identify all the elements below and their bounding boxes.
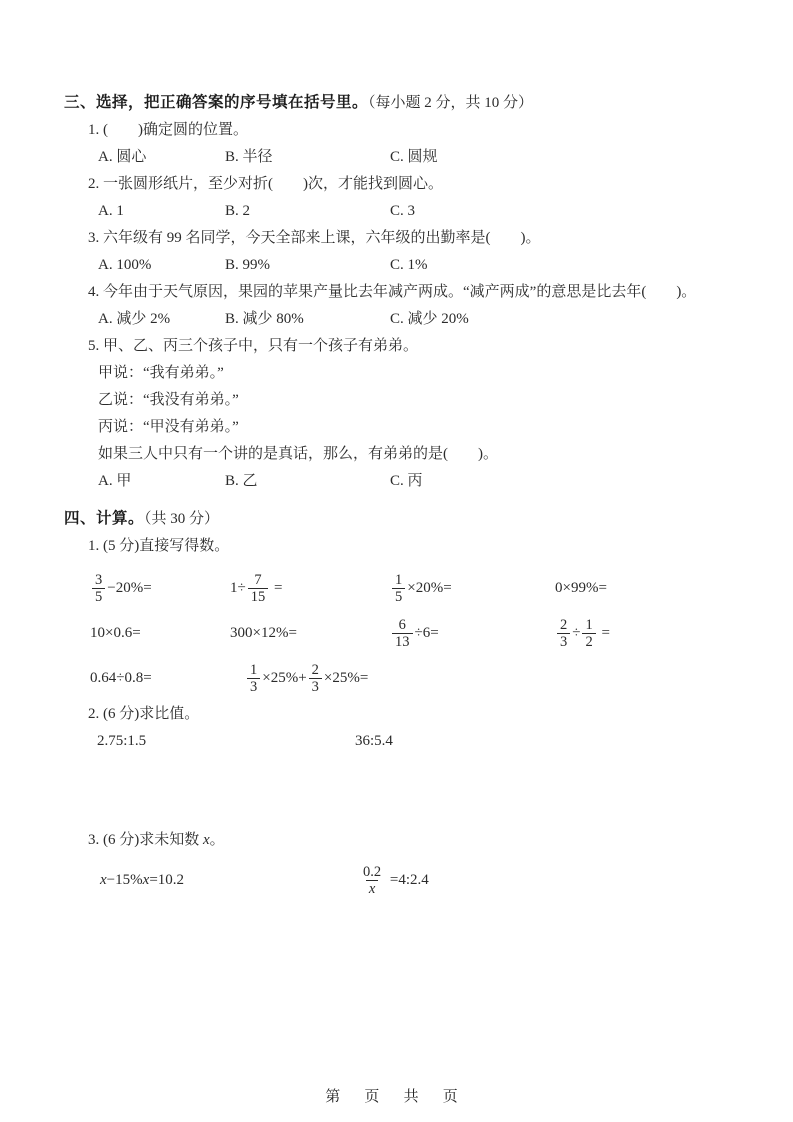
- option-c: C. 圆规: [390, 149, 438, 165]
- option-b: B. 乙: [225, 473, 258, 489]
- question-4-options: [98, 306, 767, 333]
- option-a: A. 甲: [98, 473, 132, 489]
- equation-left: x −15% x =10.2: [100, 872, 185, 888]
- question-3-text: 3. 六年级有 99 名同学，今天全部来上课，六年级的出勤率是( )。: [88, 230, 541, 246]
- section-choice-heading: 三、选择，把正确答案的序号填在括号里。: [64, 94, 369, 111]
- question-1-options: [98, 144, 767, 171]
- option-a: A. 圆心: [98, 149, 147, 165]
- option-a: A. 100%: [98, 257, 152, 273]
- section-calc-heading: 四、计算。: [64, 510, 145, 527]
- ratio-problem-left: 2.75:1.5: [97, 733, 147, 749]
- question-5-options: [98, 468, 767, 495]
- page-number-footer: 第 页 共 页: [325, 1088, 468, 1105]
- option-b: B. 2: [225, 203, 251, 219]
- calc-sub1-title: 1. (5 分)直接写得数。: [88, 538, 230, 554]
- option-a: A. 减少 2%: [98, 311, 171, 327]
- equation-right: $\frac{0.2}{x}$ =4:2.4: [363, 863, 429, 897]
- option-a: A. 1: [98, 203, 124, 219]
- question-5-statement-bing: 丙说：“甲没有弟弟。”: [98, 419, 239, 435]
- math-expression: 300×12%=: [230, 625, 297, 641]
- question-1-text: 1. ( )确定圆的位置。: [88, 122, 248, 138]
- question-2-options: [98, 198, 767, 225]
- solve-unknown-problems: [100, 858, 767, 903]
- option-b: B. 半径: [225, 149, 273, 165]
- question-3-options: [98, 252, 767, 279]
- calc-sub2-title: 2. (6 分)求比值。: [88, 706, 200, 722]
- option-c: C. 减少 20%: [390, 311, 469, 327]
- option-c: C. 3: [390, 203, 416, 219]
- ratio-problems: [97, 728, 767, 755]
- ratio-problem-right: 36:5.4: [355, 733, 393, 749]
- math-expression: $\frac{1}{3}$ ×25%+ $\frac{2}{3}$ ×25%=: [230, 656, 555, 701]
- calc-sub3-title: 3. (6 分)求未知数 x。: [88, 832, 225, 848]
- option-b: B. 减少 80%: [225, 311, 304, 327]
- math-expression: $\frac{3}{5}$ −20%=: [90, 566, 230, 611]
- section-choice-title: [64, 89, 767, 117]
- question-2-text: 2. 一张圆形纸片，至少对折( )次，才能找到圆心。: [88, 176, 443, 192]
- math-expression: 10×0.6=: [90, 625, 141, 641]
- question-5-statement-jia: 甲说：“我有弟弟。”: [98, 365, 224, 381]
- option-c: C. 1%: [390, 257, 428, 273]
- option-b: B. 99%: [225, 257, 270, 273]
- question-4-text: 4. 今年由于天气原因，果园的苹果产量比去年减产两成。“减产两成”的意思是比去年( )。: [88, 284, 697, 300]
- math-expression: $\frac{2}{3}$ ÷ $\frac{1}{2}$ =: [555, 611, 767, 656]
- section-calc-score-note: （共 30 分）: [144, 511, 220, 527]
- math-expression: $\frac{1}{5}$ ×20%=: [390, 566, 555, 611]
- section-calc-title: [64, 505, 767, 533]
- question-5-conclusion: 如果三人中只有一个讲的是真话，那么，有弟弟的是( )。: [98, 446, 498, 462]
- math-expression: 1÷ $\frac{7}{15}$ =: [230, 571, 283, 605]
- math-expression: 0.64÷0.8=: [90, 670, 152, 686]
- question-5-text: 5. 甲、乙、丙三个孩子中，只有一个孩子有弟弟。: [88, 338, 419, 354]
- question-5-statement-yi: 乙说：“我没有弟弟。”: [98, 392, 239, 408]
- option-c: C. 丙: [390, 473, 423, 489]
- page-content: [64, 89, 767, 903]
- math-expression: 0×99%=: [555, 580, 607, 596]
- math-expression: $\frac{6}{13}$ ÷6=: [390, 611, 555, 656]
- section-choice-score-note: （每小题 2 分，共 10 分）: [368, 95, 534, 111]
- direct-calculation-grid: [90, 566, 767, 701]
